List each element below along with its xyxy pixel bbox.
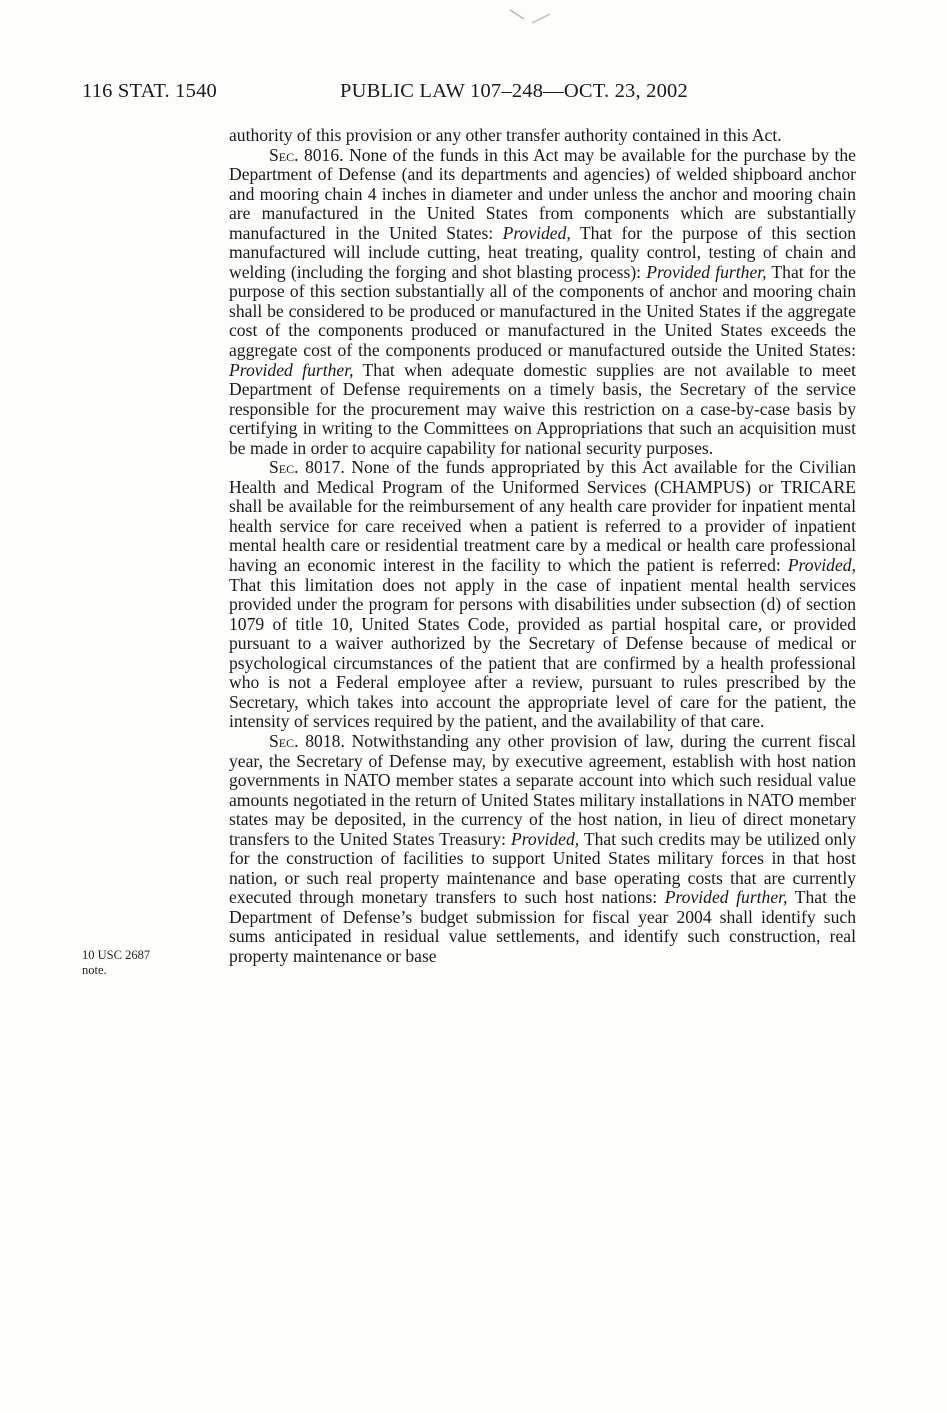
proviso-term: Provided, <box>787 555 856 576</box>
section-text: That such credits may be utilized only for the construction of facilities to support United States military forces in that host nation, or such real property maintenance and base operating costs that are currently executed through monetary transfers to such host nations: <box>229 828 856 908</box>
section-text: That when adequate domestic supplies are not available to meet Department of Defense requirements on a timely basis, the Secretary of the service responsible for the procurement may waive this restriction on a case-by-case basis by certifying in writing to the Committees on Appropriations that such an acquisition must be made in order to acquire capability for national security purposes. <box>229 359 856 458</box>
proviso-term: Provided further, <box>646 261 767 282</box>
section-8017 <box>229 458 856 732</box>
stat-page-reference: 116 STAT. 1540 <box>82 80 217 102</box>
paragraph-continuation <box>229 126 856 146</box>
margin-note-suffix: note. <box>82 963 107 977</box>
section-8016 <box>229 146 856 459</box>
margin-note-citation: 10 USC 2687 <box>82 948 151 962</box>
body-text <box>229 126 856 967</box>
proviso-term: Provided further, <box>229 359 354 380</box>
scan-artifact-mark <box>506 6 554 26</box>
section-label: Sec. <box>269 730 299 751</box>
section-8018 <box>229 732 856 967</box>
section-label: Sec. <box>269 144 299 165</box>
section-number: 8018. <box>298 730 345 751</box>
section-number: 8017. <box>298 457 345 478</box>
section-number: 8016. <box>298 144 344 165</box>
section-text: That for the purpose of this section manufactured will include cutting, heat treating, quality control, testing of chain and welding (including the forging and shot blasting process): <box>229 222 856 282</box>
section-label: Sec. <box>269 457 299 478</box>
public-law-reference: PUBLIC LAW 107–248—OCT. 23, 2002 <box>340 80 688 102</box>
section-text: That this limitation does not apply in the case of inpatient mental health services provided under the program for persons with disabilities under subsection (d) of section 1079 of title 10, United States Code, provided as partial hospital care, or provided pursuant to a waiver authorized by the Secretary of Defense because of medical or psychological circumstances of the patient that are confirmed by a health professional who is not a Federal employee after a review, pursuant to rules prescribed by the Secretary, which takes into account the appropriate level of care for the patient, the intensity of services required by the patient, and the availability of that care. <box>229 574 856 732</box>
paragraph-text: authority of this provision or any other transfer authority contained in this Act. <box>229 125 782 145</box>
margin-note <box>82 948 202 978</box>
section-text: None of the funds in this Act may be available for the purchase by the Department of Defense (and its departments and agencies) of welded shipboard anchor and mooring chain 4 inches in diameter and under unless the anchor and mooring chain are manufactured in the United States from components which are substantially manufactured in the United States: <box>229 144 856 243</box>
section-text: None of the funds appropriated by this Act available for the Civilian Health and Medical Program of the Uniformed Services (CHAMPUS) or TRICARE shall be available for the reimbursement of any health care provider for inpatient mental health service for care received when a patient is referred to a provider of inpatient mental health care or residential treatment care by a medical or health care professional having an economic interest in the facility to which the patient is referred: <box>229 457 856 576</box>
proviso-term: Provided, <box>502 222 571 243</box>
proviso-term: Provided, <box>510 828 580 849</box>
section-text: That the Department of Defense’s budget submission for fiscal year 2004 shall identify such sums anticipated in residual value settlements, and identify such construction, real property maintenance or base <box>229 887 857 966</box>
proviso-term: Provided further, <box>664 887 788 908</box>
running-header <box>82 80 882 110</box>
section-text: That for the purpose of this section substantially all of the components of anchor and mooring chain shall be considered to be produced or manufactured in the United States if the aggregate cost of the components produced or manufactured in the United States exceeds the aggregate cost of the components produced or manufactured outside the United States: <box>229 261 856 361</box>
section-text: Notwithstanding any other provision of law, during the current fiscal year, the Secretary of Defense may, by executive agreement, establish with host nation governments in NATO member states a separate account into which such residual value amounts negotiated in the return of United States military installations in NATO member states may be deposited, in the currency of the host nation, in lieu of direct monetary transfers to the United States Treasury: <box>229 730 857 849</box>
